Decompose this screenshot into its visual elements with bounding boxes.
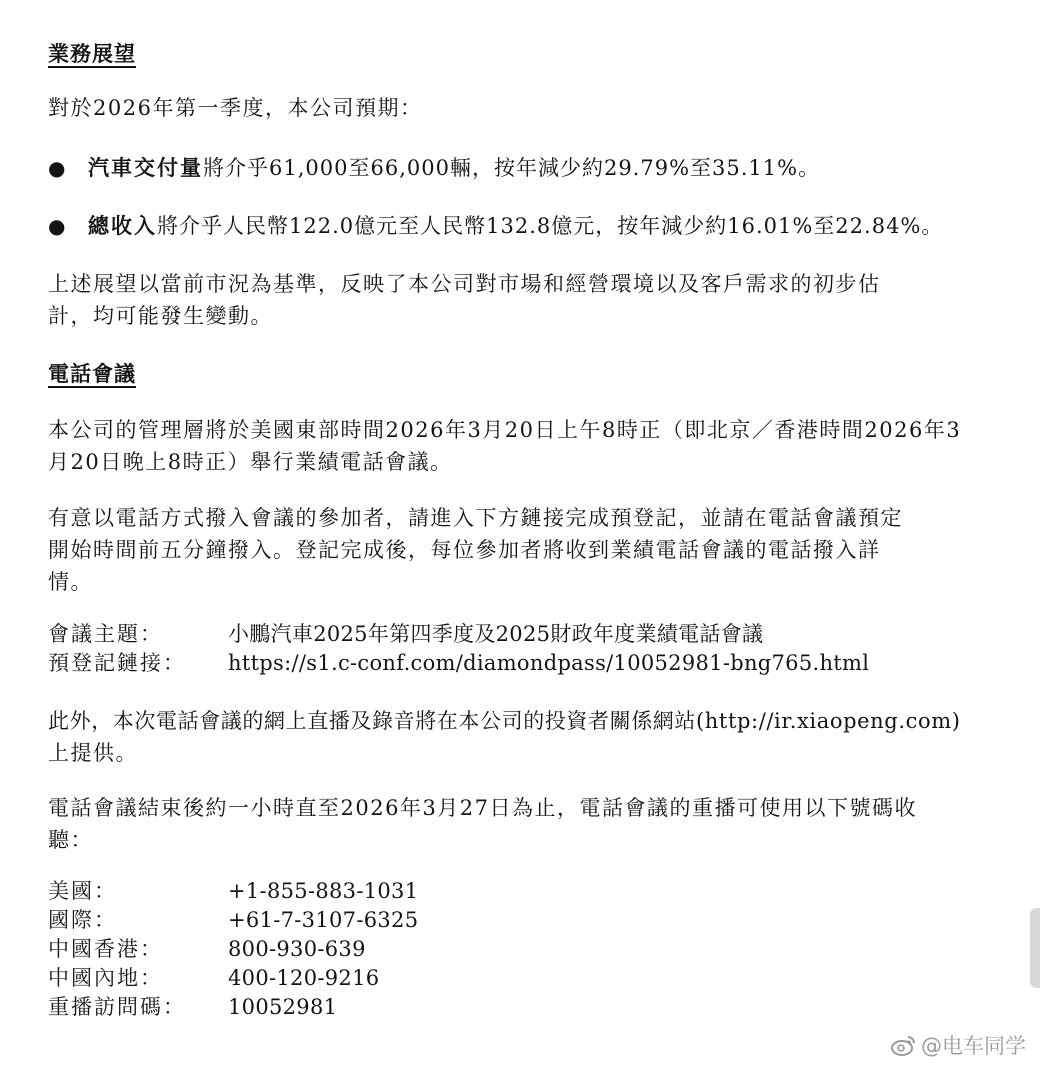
bullet-label: 總收入 [88,213,157,238]
number-row-us [48,877,418,906]
number-key: 國際： [48,908,117,932]
number-key: 美國： [48,879,117,903]
outlook-intro: 對於2026年第一季度，本公司預期： [48,96,423,120]
bullet-dot-icon: ● [48,156,67,180]
number-value: 800-930-639 [228,937,366,961]
webcast-paragraph [48,705,1028,769]
number-value: 400-120-9216 [228,966,380,990]
detail-key: 會議主題： [48,622,163,646]
paragraph-line: 開始時間前五分鐘撥入。登記完成後，每位參加者將收到業績電話會議的電話撥入詳 [48,538,881,562]
paragraph-line: 情。 [48,570,93,594]
outlook-heading: 業務展望 [48,41,136,66]
paragraph-line: 月20日晚上8時正）舉行業績電話會議。 [48,450,453,474]
number-key: 中國香港： [48,937,163,961]
number-value: 10052981 [228,995,338,1019]
call-schedule-paragraph [48,414,1028,478]
bullet-item-revenue [48,210,1028,242]
outlook-note-line: 計，均可能發生變動。 [48,304,273,328]
weibo-icon [891,1034,917,1056]
watermark-text: @电车同学 [921,1034,1026,1058]
number-key: 中國內地： [48,966,163,990]
detail-value: 小鵬汽車2025年第四季度及2025財政年度業績電話會議 [228,622,764,646]
number-key: 重播訪問碼： [48,995,186,1019]
outlook-note-line: 上述展望以當前市況為基準，反映了本公司對市場和經營環境以及客戶需求的初步估 [48,272,881,296]
detail-row-registration [48,649,869,678]
number-value: +61-7-3107-6325 [228,908,419,932]
paragraph-line: 上提供。 [48,741,138,765]
detail-key: 預登記鏈接： [48,651,186,675]
scrollbar-handle[interactable] [1030,908,1040,988]
bullet-label: 汽車交付量 [88,155,203,180]
number-row-mainland [48,964,379,993]
watermark [891,1030,1026,1060]
call-dialin-paragraph [48,502,1028,598]
bullet-text: 將介乎人民幣122.0億元至人民幣132.8億元，按年減少約16.01%至22.84%。 [157,214,944,238]
paragraph-line: 有意以電話方式撥入會議的參加者，請進入下方鏈接完成預登記，並請在電話會議預定 [48,506,903,530]
detail-row-topic [48,620,763,649]
bullet-item-deliveries [48,152,1028,184]
registration-link[interactable]: https://s1.c-conf.com/diamondpass/10052981-bng765.html [228,651,870,675]
paragraph-line: 本公司的管理層將於美國東部時間2026年3月20日上午8時正（即北京／香港時間2026年3 [48,418,962,442]
call-heading: 電話會議 [48,361,136,386]
outlook-note [48,268,1028,332]
number-row-hong-kong [48,935,366,964]
number-value: +1-855-883-1031 [228,879,419,903]
paragraph-line: 電話會議結束後約一小時直至2026年3月27日為止，電話會議的重播可使用以下號碼收 [48,796,918,820]
number-row-access-code [48,993,337,1022]
bullet-text: 將介乎61,000至66,000輛，按年減少約29.79%至35.11%。 [203,156,821,180]
paragraph-line: 此外，本次電話會議的網上直播及錄音將在本公司的投資者關係網站(http://ir.xiaopeng.com) [48,709,961,733]
replay-paragraph [48,792,1028,856]
paragraph-line: 聽： [48,828,93,852]
bullet-dot-icon: ● [48,214,67,238]
number-row-international [48,906,418,935]
